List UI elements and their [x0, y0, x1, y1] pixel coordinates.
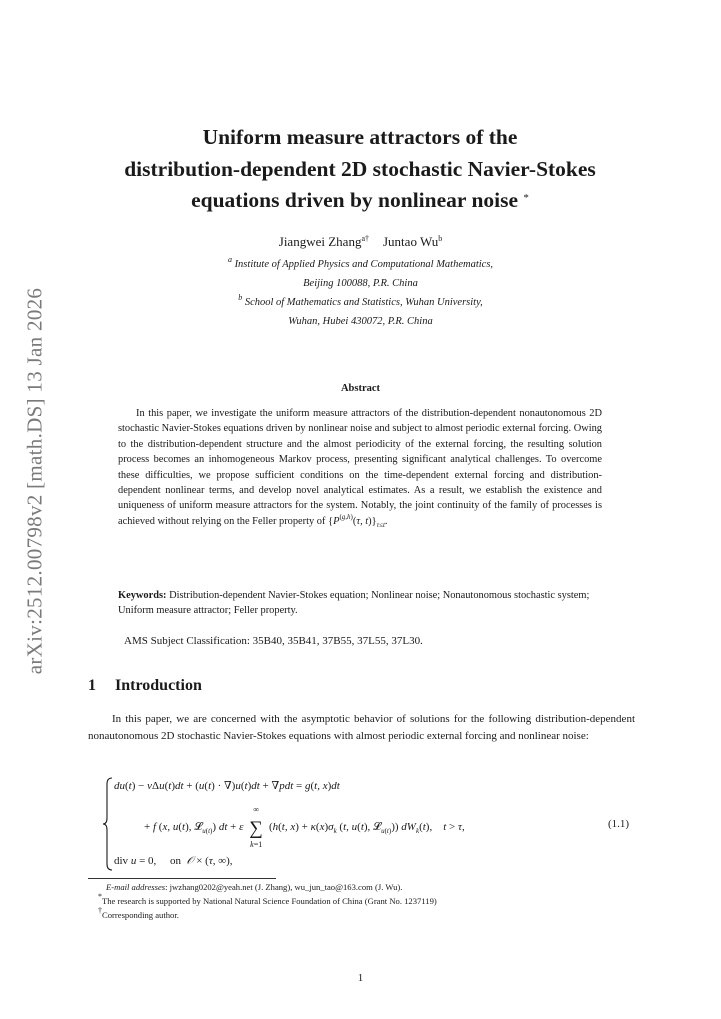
footnote-rule — [88, 878, 276, 879]
footnote-corresponding — [98, 906, 179, 920]
author-1: Jiangwei Zhang — [278, 234, 362, 249]
paper-title — [80, 122, 640, 217]
affiliation-a-line-2: Beijing 100088, P.R. China — [303, 278, 418, 289]
footnote-email-label: E-mail addresses — [106, 882, 166, 892]
affiliation-a-line-1 — [0, 255, 721, 270]
equation-line-1: du(t) − νΔu(t)dt + (u(t) · ∇)u(t)dt + ∇pdt = g(t, x)dt — [114, 780, 340, 792]
footnote-support-mark: * — [98, 892, 102, 901]
left-brace-icon — [102, 776, 114, 872]
affiliation-a-mark: a — [227, 255, 232, 264]
title-line-3 — [80, 185, 640, 217]
abstract-heading: Abstract — [340, 383, 381, 394]
author-1-corr-mark: † — [365, 234, 369, 243]
equation-1-1 — [102, 776, 642, 872]
title-footnote-mark: * — [523, 192, 529, 204]
footnote-corresponding-mark: † — [98, 906, 102, 915]
section-heading — [88, 677, 202, 695]
abstract-body — [118, 406, 602, 533]
footnote-email — [106, 882, 402, 892]
abstract-math-tail: {$P^{(g,h)}(\tau$, $t)\}_{\tau\le t}$. — [328, 512, 388, 529]
intro-paragraph: In this paper, we are concerned with the asymptotic behavior of solutions for the following distribution-dependent nonautonomous 2D stochastic Navier-Stokes equations with almost periodic external forcing and nonlinear noise: — [88, 713, 635, 743]
page-number: 1 — [357, 972, 364, 984]
title-line-1: Uniform measure attractors of the — [202, 125, 518, 149]
footnote-support-text: The research is supported by National Natural Science Foundation of China (Grant No. 1237119) — [102, 896, 437, 906]
author-1-affil-mark: a — [361, 234, 365, 243]
section-title: Introduction — [115, 677, 202, 694]
equation-line-2: + f (x, u(t), 𝓛$_{u(t)}$) dt + ε ∑ ∞ k=1 (h(t, $x) + \kappa(x)\sigma_k$ (t, u(t), 𝓛$_{u(t)}$)) $dW_k(t)$, t > τ, — [144, 805, 465, 849]
abstract-text: In this paper, we investigate the uniform measure attractors of the distribution-dependent nonautonomous 2D stochastic Navier-Stokes equations driven by nonlinear noise and subject to almost periodic external forcing. Owing to the distribution-dependent structure and the almost periodicity of the external forcing, the resulting solution process becomes an inhomogeneous Markov process, presenting significant analytical challenges. To overcome these difficulties, we propose sufficient conditions on the time-dependent external forcing and distribution-dependent nonlinear terms, and develop novel analytical estimates. As a result, we establish the existence and uniqueness of uniform measure attractors for the system. Notably, the joint continuity of the family of processes is achieved without relying on the Feller property of — [118, 408, 602, 527]
affiliation-b-line-2: Wuhan, Hubei 430072, P.R. China — [288, 316, 433, 327]
ams-classification: AMS Subject Classification: 35B40, 35B41, 37B55, 37L55, 37L30. — [124, 635, 423, 647]
keywords — [118, 588, 602, 619]
title-line-3-text: equations driven by nonlinear noise — [191, 188, 519, 212]
arxiv-stamp-text: arXiv:2512.00798v2 [math.DS] 13 Jan 2026 — [22, 287, 47, 675]
author-list — [0, 234, 721, 250]
footnote-support — [98, 892, 437, 906]
affiliation-b-line-1 — [0, 293, 721, 308]
section-number: 1 — [88, 677, 96, 694]
equation-line-3: div u = 0, on 𝒪 × (τ, ∞), — [114, 855, 233, 867]
keywords-label: Keywords: — [118, 590, 167, 601]
keywords-text: Distribution-dependent Navier-Stokes equation; Nonlinear noise; Nonautonomous stochastic system; Uniform measure attractor; Feller property. — [118, 590, 590, 617]
equation-number: (1.1) — [608, 818, 630, 830]
author-2: Juntao Wu — [383, 234, 439, 249]
affiliation-b-mark: b — [238, 293, 243, 302]
affiliation-a-text: Institute of Applied Physics and Computational Mathematics, — [234, 259, 494, 270]
author-2-affil-mark: b — [438, 234, 443, 243]
affiliation-b-text: School of Mathematics and Statistics, Wuhan University, — [244, 297, 483, 308]
title-line-2: distribution-dependent 2D stochastic Navier-Stokes — [124, 156, 596, 181]
footnote-corresponding-text: Corresponding author. — [102, 910, 179, 920]
footnote-email-text: : jwzhang0202@yeah.net (J. Zhang), wu_jun_tao@163.com (J. Wu). — [165, 882, 403, 892]
